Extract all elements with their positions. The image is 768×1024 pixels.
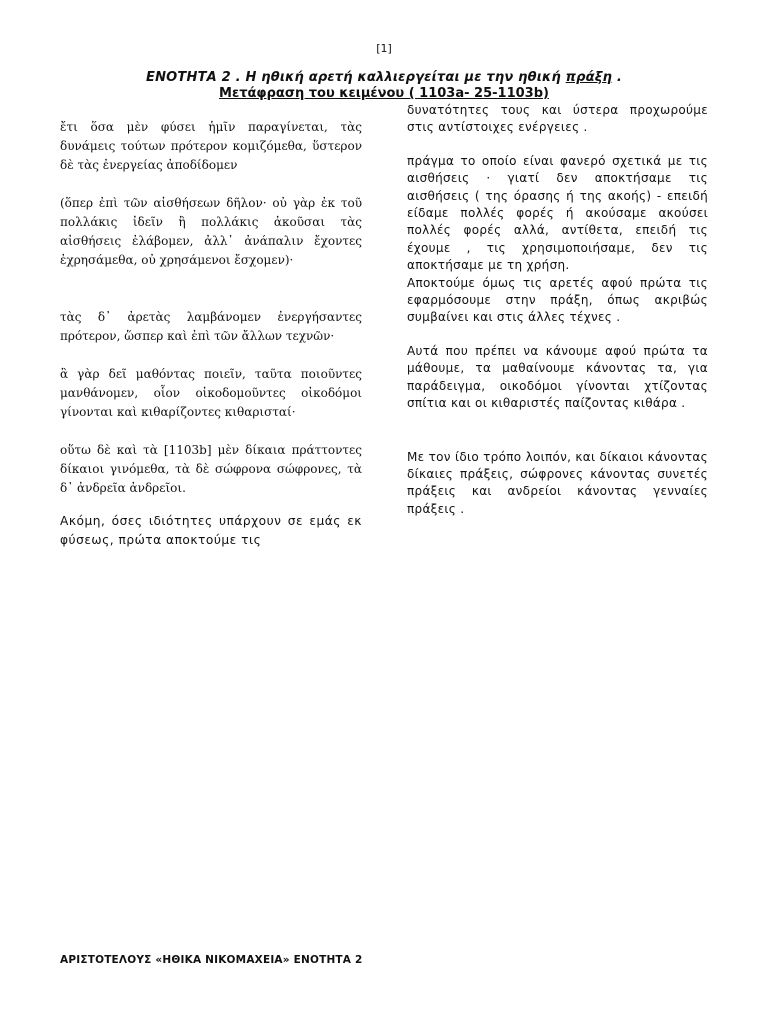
modern-paragraph-5: Με τον ίδιο τρόπο λοιπόν, και δίκαιοι κάνοντας δίκαιες πράξεις, σώφρονες κάνοντας συνετές πράξεις και ανδρείοι κάνοντας γενναίες πράξεις . [407, 449, 708, 516]
ancient-paragraph-3: τὰς δ᾽ ἀρετὰς λαμβάνομεν ἐνεργήσαντες πρότερον, ὥσπερ καὶ ἐπὶ τῶν ἄλλων τεχνῶν· [60, 310, 362, 343]
page-number: [1] [376, 42, 392, 55]
modern-paragraph-1: δυνατότητες τους και ύστερα προχωρούμε στις αντίστοιχες ενέργειες . [407, 103, 708, 135]
modern-greek-column [407, 102, 708, 518]
ancient-paragraph-4: ἃ γὰρ δεῖ μαθόντας ποιεῖν, ταῦτα ποιοῦντες μανθάνομεν, οἷον οἰκοδομοῦντες οἰκοδόμοι γίνονται καὶ κιθαρίζοντες κιθαρισταί· [60, 367, 362, 419]
ancient-paragraph-2: (ὅπερ ἐπὶ τῶν αἰσθήσεων δῆλον· οὐ γὰρ ἐκ τοῦ πολλάκις ἰδεῖν ἢ πολλάκις ἀκοῦσαι τὰς αἰσθήσεις ἐλάβομεν, ἀλλ᾽ ἀνάπαλιν ἔχοντες ἐχρησάμεθα, οὐ χρησάμενοι ἔσχομεν)· [60, 196, 362, 267]
ancient-greek-column [60, 118, 362, 550]
section-title-main: ΕΝΟΤΗΤΑ 2 . Η ηθική αρετή καλλιεργείται με την ηθική [146, 70, 566, 85]
modern-paragraph-3: Αποκτούμε όμως τις αρετές αφού πρώτα τις εφαρμόσουμε στην πράξη, όπως ακριβώς συμβαίνει και στις άλλες τέχνες . [407, 275, 708, 325]
section-title-end: . [612, 70, 622, 85]
ancient-paragraph-5: οὕτω δὲ καὶ τὰ [1103b] μὲν δίκαια πράττοντες δίκαιοι γινόμεθα, τὰ δὲ σώφρονα σώφρονες, τὰ δ᾽ ἀνδρεῖα ἀνδρεῖοι. [60, 443, 362, 495]
modern-paragraph-2: πράγμα το οποίο είναι φανερό σχετικά με τις αισθήσεις · γιατί δεν αποκτήσαμε τις αισθήσεις ( της όρασης ή της ακοής) - επειδή είδαμε πολλές φορές ή ακούσαμε ακούσει πολλές φορές αλλά, αντίθετα, επειδή τις έχουμε , τις χρησιμοποιήσαμε, δεν τις αποκτήσαμε με τη χρήση. [407, 153, 708, 273]
ancient-paragraph-1: ἔτι ὅσα μὲν φύσει ἡμῖν παραγίνεται, τὰς δυνάμεις τούτων πρότερον κομιζόμεθα, ὕστερον δὲ τὰς ἐνεργείας ἀποδίδομεν [60, 120, 362, 172]
translation-subtitle: Μετάφραση του κειμένου ( 1103a- 25-1103b) [219, 86, 549, 101]
page-footer: ΑΡΙΣΤΟΤΕΛΟΥΣ «ΗΘΙΚΑ ΝΙΚΟΜΑΧΕΙΑ» ΕΝΟΤΗΤΑ 2 [60, 954, 363, 966]
modern-paragraph-4: Αυτά που πρέπει να κάνουμε αφού πρώτα τα μάθουμε, τα μαθαίνουμε κάνοντας τα, για παράδειγμα, οικοδόμοι γίνονται χτίζοντας σπίτια και οι κιθαριστές παίζοντας κιθάρα . [407, 343, 708, 411]
section-title [0, 70, 768, 85]
section-title-underlined-word: πράξη [565, 70, 613, 85]
modern-translation-start: Ακόμη, όσες ιδιότητες υπάρχουν σε εμάς εκ φύσεως, πρώτα αποκτούμε τις [60, 514, 362, 547]
